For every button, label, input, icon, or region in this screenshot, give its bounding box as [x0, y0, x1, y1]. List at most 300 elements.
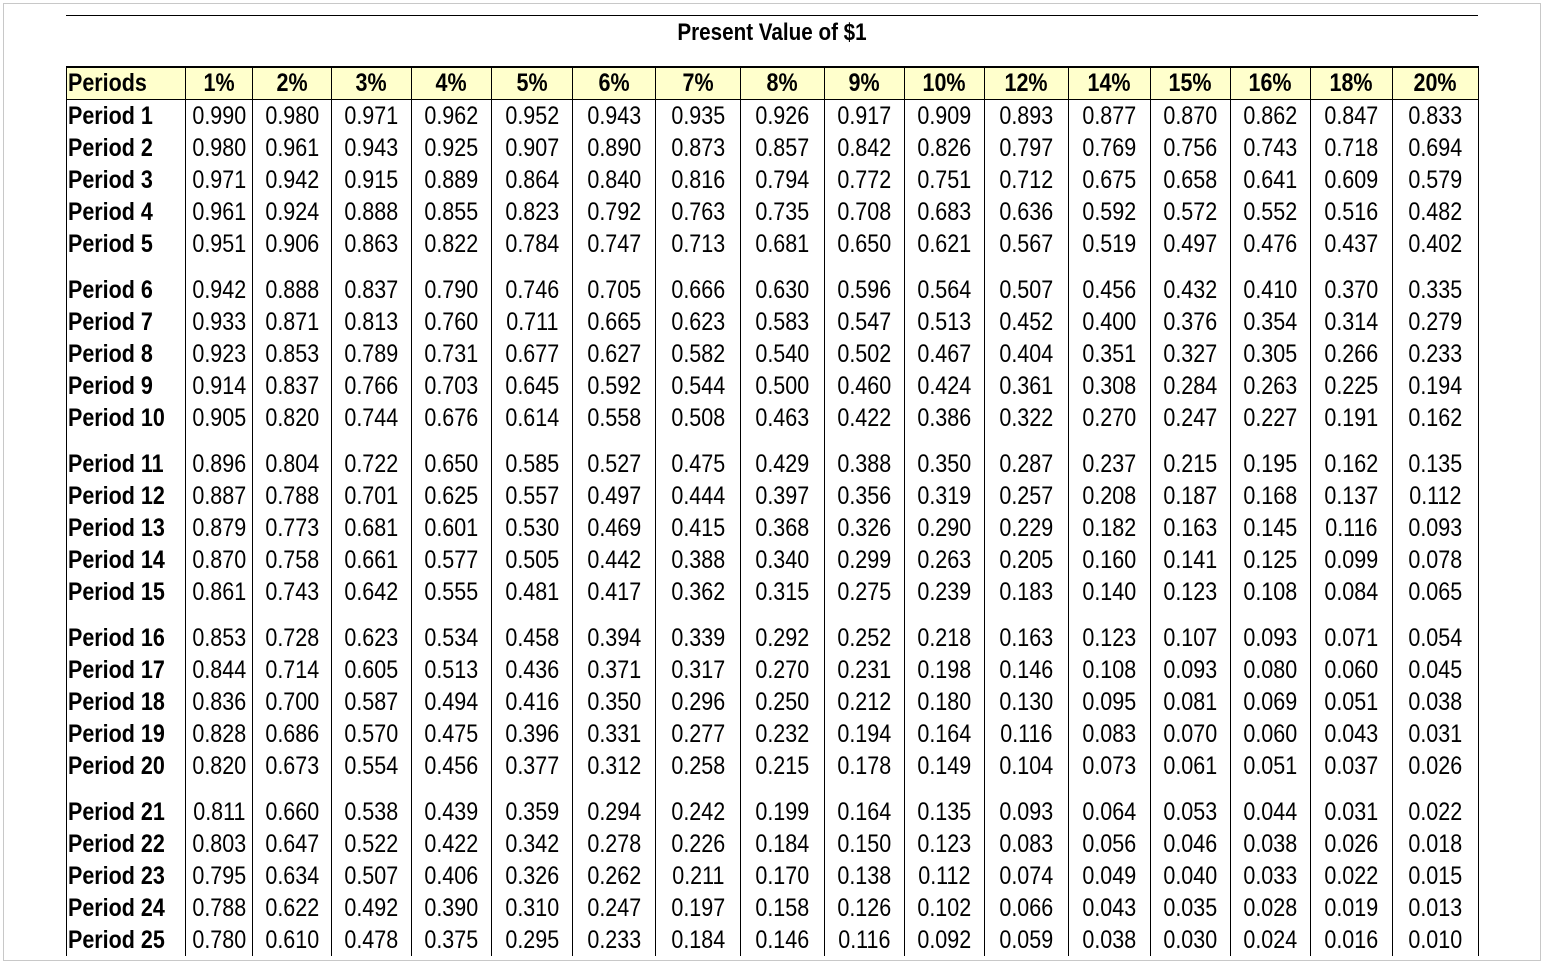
pv-value: 0.896 — [192, 450, 246, 478]
value-cell — [573, 370, 656, 402]
value-cell — [412, 622, 492, 654]
value-cell — [1151, 718, 1231, 750]
pv-value: 0.634 — [265, 862, 319, 890]
pv-value: 0.625 — [424, 482, 479, 510]
value-cell — [656, 860, 741, 892]
pv-value: 0.923 — [192, 340, 246, 368]
pv-value: 0.837 — [344, 276, 399, 304]
value-cell — [492, 196, 573, 228]
spacer-cell — [985, 608, 1069, 622]
pv-value: 0.497 — [587, 482, 641, 510]
pv-value: 0.229 — [999, 514, 1054, 542]
spacer-cell — [573, 608, 656, 622]
pv-value: 0.467 — [917, 340, 972, 368]
value-cell — [412, 860, 492, 892]
spacer-cell — [67, 608, 186, 622]
pv-value: 0.645 — [505, 372, 559, 400]
pv-value: 0.889 — [424, 166, 479, 194]
pv-value: 0.661 — [344, 546, 399, 574]
value-cell — [573, 860, 656, 892]
value-cell — [825, 448, 905, 480]
value-cell — [253, 402, 332, 434]
value-cell — [1069, 196, 1151, 228]
value-cell — [656, 480, 741, 512]
value-cell — [186, 480, 253, 512]
pv-value: 0.093 — [1163, 656, 1218, 684]
value-cell — [1069, 718, 1151, 750]
value-cell — [905, 828, 985, 860]
pv-value: 0.198 — [917, 656, 972, 684]
spacer-cell — [186, 260, 253, 274]
table-row — [67, 164, 1479, 196]
value-cell — [656, 622, 741, 654]
pv-value: 0.857 — [755, 134, 810, 162]
pv-value: 0.046 — [1163, 830, 1218, 858]
value-cell — [1231, 402, 1311, 434]
pv-value: 0.064 — [1082, 798, 1137, 826]
pv-value: 0.146 — [755, 926, 810, 954]
pv-value: 0.822 — [424, 230, 479, 258]
rate-header-label: 14% — [1087, 69, 1132, 97]
rate-header-label: 9% — [848, 69, 881, 97]
pv-value: 0.317 — [671, 656, 725, 684]
present-value-table — [66, 66, 1479, 956]
spacer-cell — [253, 260, 332, 274]
value-cell — [656, 924, 741, 956]
value-cell — [905, 544, 985, 576]
pv-value: 0.906 — [265, 230, 319, 258]
value-cell — [1393, 338, 1479, 370]
value-cell — [1231, 544, 1311, 576]
value-cell — [1151, 622, 1231, 654]
value-cell — [1151, 164, 1231, 196]
value-cell — [656, 828, 741, 860]
value-cell — [412, 924, 492, 956]
spacer-cell — [253, 434, 332, 448]
table-row — [67, 338, 1479, 370]
rate-header-label: 12% — [1004, 69, 1049, 97]
spacer-cell — [825, 260, 905, 274]
pv-value: 0.813 — [344, 308, 399, 336]
period-label: Period 6 — [68, 276, 153, 304]
pv-value: 0.146 — [999, 656, 1054, 684]
pv-value: 0.627 — [587, 340, 641, 368]
value-cell — [332, 622, 412, 654]
pv-value: 0.331 — [587, 720, 641, 748]
value-cell — [985, 448, 1069, 480]
value-cell — [1069, 512, 1151, 544]
pv-value: 0.031 — [1408, 720, 1463, 748]
value-cell — [1393, 892, 1479, 924]
spacer-cell — [1393, 260, 1479, 274]
pv-value: 0.163 — [999, 624, 1054, 652]
spacer-cell — [412, 608, 492, 622]
pv-value: 0.108 — [1243, 578, 1298, 606]
pv-value: 0.388 — [671, 546, 725, 574]
spacer-cell — [985, 782, 1069, 796]
value-cell — [1151, 370, 1231, 402]
value-cell — [492, 338, 573, 370]
value-cell — [656, 576, 741, 608]
pv-value: 0.494 — [424, 688, 479, 716]
value-cell — [825, 892, 905, 924]
value-cell — [656, 132, 741, 164]
pv-value: 0.292 — [755, 624, 810, 652]
period-label: Period 14 — [68, 546, 165, 574]
pv-value: 0.747 — [587, 230, 641, 258]
value-cell — [332, 306, 412, 338]
pv-value: 0.066 — [999, 894, 1054, 922]
value-cell — [1311, 686, 1393, 718]
pv-value: 0.112 — [1409, 482, 1462, 510]
pv-value: 0.502 — [837, 340, 892, 368]
spacer-cell — [332, 608, 412, 622]
pv-value: 0.437 — [1324, 230, 1379, 258]
table-row — [67, 480, 1479, 512]
value-cell — [1069, 402, 1151, 434]
pv-value: 0.547 — [837, 308, 892, 336]
pv-value: 0.675 — [1082, 166, 1137, 194]
pv-value: 0.059 — [999, 926, 1054, 954]
value-cell — [985, 750, 1069, 782]
pv-value: 0.252 — [837, 624, 892, 652]
value-cell — [656, 100, 741, 133]
value-cell — [412, 544, 492, 576]
period-label: Period 19 — [68, 720, 165, 748]
value-cell — [1393, 164, 1479, 196]
spacer-cell — [1151, 608, 1231, 622]
spacer-cell — [186, 434, 253, 448]
table-row — [67, 370, 1479, 402]
period-label-cell — [67, 828, 186, 860]
value-cell — [1393, 132, 1479, 164]
pv-value: 0.780 — [192, 926, 246, 954]
period-label-cell — [67, 654, 186, 686]
value-cell — [1231, 892, 1311, 924]
pv-value: 0.905 — [192, 404, 246, 432]
pv-value: 0.422 — [424, 830, 479, 858]
pv-value: 0.519 — [1082, 230, 1137, 258]
value-cell — [825, 100, 905, 133]
table-row — [67, 750, 1479, 782]
value-cell — [1151, 338, 1231, 370]
value-cell — [573, 892, 656, 924]
pv-value: 0.711 — [505, 308, 559, 336]
pv-value: 0.237 — [1082, 450, 1137, 478]
pv-value: 0.790 — [424, 276, 479, 304]
pv-value: 0.642 — [344, 578, 399, 606]
value-cell — [412, 164, 492, 196]
pv-value: 0.623 — [671, 308, 725, 336]
pv-value: 0.592 — [1082, 198, 1137, 226]
pv-value: 0.961 — [192, 198, 246, 226]
pv-value: 0.356 — [837, 482, 892, 510]
value-cell — [573, 306, 656, 338]
rate-header-13 — [1151, 67, 1231, 100]
value-cell — [1069, 544, 1151, 576]
spacer-cell — [1069, 260, 1151, 274]
value-cell — [492, 370, 573, 402]
pv-value: 0.160 — [1082, 546, 1137, 574]
pv-value: 0.853 — [192, 624, 246, 652]
value-cell — [1231, 622, 1311, 654]
pv-value: 0.475 — [424, 720, 479, 748]
pv-value: 0.605 — [344, 656, 399, 684]
value-cell — [573, 228, 656, 260]
pv-value: 0.404 — [999, 340, 1054, 368]
pv-value: 0.820 — [265, 404, 319, 432]
table-row — [67, 544, 1479, 576]
pv-value: 0.853 — [265, 340, 319, 368]
value-cell — [186, 576, 253, 608]
value-cell — [573, 512, 656, 544]
pv-value: 0.211 — [671, 862, 725, 890]
value-cell — [985, 306, 1069, 338]
pv-value: 0.019 — [1324, 894, 1379, 922]
pv-value: 0.530 — [505, 514, 559, 542]
rate-header-15 — [1311, 67, 1393, 100]
pv-value: 0.658 — [1163, 166, 1218, 194]
value-cell — [1311, 132, 1393, 164]
rate-header-label: 18% — [1329, 69, 1374, 97]
pv-value: 0.270 — [1082, 404, 1137, 432]
spacer-cell — [186, 782, 253, 796]
value-cell — [573, 654, 656, 686]
pv-value: 0.915 — [344, 166, 399, 194]
pv-value: 0.368 — [755, 514, 810, 542]
rate-header-label: 2% — [276, 69, 308, 97]
value-cell — [1311, 402, 1393, 434]
value-cell — [985, 228, 1069, 260]
pv-value: 0.126 — [837, 894, 892, 922]
pv-value: 0.123 — [1163, 578, 1218, 606]
value-cell — [825, 274, 905, 306]
value-cell — [186, 370, 253, 402]
period-label-cell — [67, 196, 186, 228]
rate-header-3 — [332, 67, 412, 100]
pv-value: 0.093 — [1243, 624, 1298, 652]
periods-header — [67, 67, 186, 100]
value-cell — [492, 100, 573, 133]
value-cell — [985, 512, 1069, 544]
value-cell — [905, 924, 985, 956]
pv-value: 0.081 — [1163, 688, 1218, 716]
pv-value: 0.610 — [265, 926, 319, 954]
pv-value: 0.024 — [1243, 926, 1298, 954]
table-row — [67, 654, 1479, 686]
pv-value: 0.287 — [999, 450, 1054, 478]
spacer-cell — [1393, 608, 1479, 622]
spacer-cell — [573, 434, 656, 448]
table-row — [67, 828, 1479, 860]
pv-value: 0.650 — [424, 450, 479, 478]
pv-value: 0.116 — [838, 926, 891, 954]
pv-value: 0.554 — [344, 752, 399, 780]
value-cell — [253, 448, 332, 480]
pv-value: 0.614 — [505, 404, 559, 432]
table-row — [67, 860, 1479, 892]
value-cell — [253, 480, 332, 512]
pv-value: 0.294 — [587, 798, 641, 826]
pv-value: 0.478 — [344, 926, 399, 954]
value-cell — [492, 654, 573, 686]
rate-header-14 — [1231, 67, 1311, 100]
value-cell — [985, 796, 1069, 828]
value-cell — [741, 892, 825, 924]
period-label: Period 8 — [68, 340, 153, 368]
pv-value: 0.708 — [837, 198, 892, 226]
value-cell — [656, 370, 741, 402]
value-cell — [741, 576, 825, 608]
pv-value: 0.862 — [1243, 102, 1298, 130]
value-cell — [186, 622, 253, 654]
pv-value: 0.040 — [1163, 862, 1218, 890]
value-cell — [741, 796, 825, 828]
pv-value: 0.522 — [344, 830, 399, 858]
pv-value: 0.500 — [755, 372, 810, 400]
spacer-cell — [985, 260, 1069, 274]
pv-value: 0.135 — [1408, 450, 1463, 478]
value-cell — [825, 622, 905, 654]
pv-value: 0.116 — [1325, 514, 1378, 542]
pv-value: 0.990 — [192, 102, 246, 130]
table-row — [67, 448, 1479, 480]
pv-value: 0.558 — [587, 404, 641, 432]
value-cell — [492, 828, 573, 860]
pv-value: 0.071 — [1324, 624, 1379, 652]
pv-value: 0.247 — [1163, 404, 1218, 432]
pv-value: 0.826 — [917, 134, 972, 162]
value-cell — [985, 402, 1069, 434]
spacer-cell — [1231, 782, 1311, 796]
value-cell — [1231, 576, 1311, 608]
rate-header-label: 15% — [1168, 69, 1213, 97]
value-cell — [825, 338, 905, 370]
pv-value: 0.102 — [917, 894, 972, 922]
value-cell — [1151, 654, 1231, 686]
period-label: Period 1 — [68, 102, 153, 130]
pv-value: 0.051 — [1324, 688, 1379, 716]
value-cell — [825, 306, 905, 338]
rate-header-label: 10% — [922, 69, 967, 97]
pv-value: 0.758 — [265, 546, 319, 574]
table-title: Present Value of $1 — [677, 19, 867, 46]
pv-value: 0.718 — [1324, 134, 1379, 162]
pv-value: 0.564 — [917, 276, 972, 304]
rate-header-label: 20% — [1413, 69, 1458, 97]
pv-value: 0.570 — [344, 720, 399, 748]
value-cell — [573, 338, 656, 370]
value-cell — [332, 338, 412, 370]
value-cell — [905, 338, 985, 370]
value-cell — [1311, 622, 1393, 654]
period-label: Period 10 — [68, 404, 165, 432]
pv-value: 0.361 — [999, 372, 1054, 400]
pv-value: 0.083 — [999, 830, 1054, 858]
pv-value: 0.022 — [1408, 798, 1463, 826]
period-label-cell — [67, 306, 186, 338]
value-cell — [412, 370, 492, 402]
value-cell — [905, 576, 985, 608]
pv-value: 0.016 — [1324, 926, 1379, 954]
rate-header-5 — [492, 67, 573, 100]
pv-value: 0.712 — [999, 166, 1054, 194]
pv-value: 0.816 — [671, 166, 725, 194]
value-cell — [492, 686, 573, 718]
pv-value: 0.164 — [837, 798, 892, 826]
value-cell — [985, 860, 1069, 892]
period-label-cell — [67, 164, 186, 196]
period-label-cell — [67, 622, 186, 654]
pv-value: 0.284 — [1163, 372, 1218, 400]
pv-value: 0.677 — [505, 340, 559, 368]
value-cell — [253, 132, 332, 164]
pv-value: 0.686 — [265, 720, 319, 748]
value-cell — [332, 892, 412, 924]
value-cell — [186, 196, 253, 228]
pv-value: 0.069 — [1243, 688, 1298, 716]
value-cell — [1311, 338, 1393, 370]
pv-value: 0.870 — [1163, 102, 1218, 130]
value-cell — [1311, 370, 1393, 402]
pv-value: 0.861 — [192, 578, 246, 606]
pv-value: 0.879 — [192, 514, 246, 542]
value-cell — [1231, 512, 1311, 544]
spacer-cell — [985, 434, 1069, 448]
value-cell — [573, 100, 656, 133]
pv-value: 0.422 — [837, 404, 892, 432]
value-cell — [186, 718, 253, 750]
value-cell — [1231, 718, 1311, 750]
value-cell — [1151, 480, 1231, 512]
rate-header-10 — [905, 67, 985, 100]
period-label: Period 4 — [68, 198, 153, 226]
pv-value: 0.914 — [192, 372, 246, 400]
pv-value: 0.250 — [755, 688, 810, 716]
pv-value: 0.080 — [1243, 656, 1298, 684]
pv-value: 0.871 — [265, 308, 319, 336]
value-cell — [1069, 622, 1151, 654]
value-cell — [573, 576, 656, 608]
spacer-cell — [741, 434, 825, 448]
value-cell — [741, 402, 825, 434]
pv-value: 0.513 — [424, 656, 479, 684]
pv-value: 0.138 — [837, 862, 892, 890]
period-label: Period 16 — [68, 624, 165, 652]
pv-value: 0.828 — [192, 720, 246, 748]
value-cell — [1231, 448, 1311, 480]
pv-value: 0.051 — [1243, 752, 1298, 780]
value-cell — [1231, 196, 1311, 228]
pv-value: 0.587 — [344, 688, 399, 716]
pv-value: 0.714 — [265, 656, 319, 684]
rate-header-16 — [1393, 67, 1479, 100]
pv-value: 0.060 — [1324, 656, 1379, 684]
value-cell — [186, 274, 253, 306]
spacer-cell — [905, 260, 985, 274]
pv-value: 0.622 — [265, 894, 319, 922]
spacer-cell — [1311, 608, 1393, 622]
pv-value: 0.123 — [917, 830, 972, 858]
pv-value: 0.310 — [505, 894, 559, 922]
value-cell — [1231, 370, 1311, 402]
value-cell — [825, 228, 905, 260]
value-cell — [1231, 338, 1311, 370]
period-label: Period 18 — [68, 688, 165, 716]
spacer-cell — [1151, 782, 1231, 796]
rate-header-1 — [186, 67, 253, 100]
pv-value: 0.760 — [424, 308, 479, 336]
